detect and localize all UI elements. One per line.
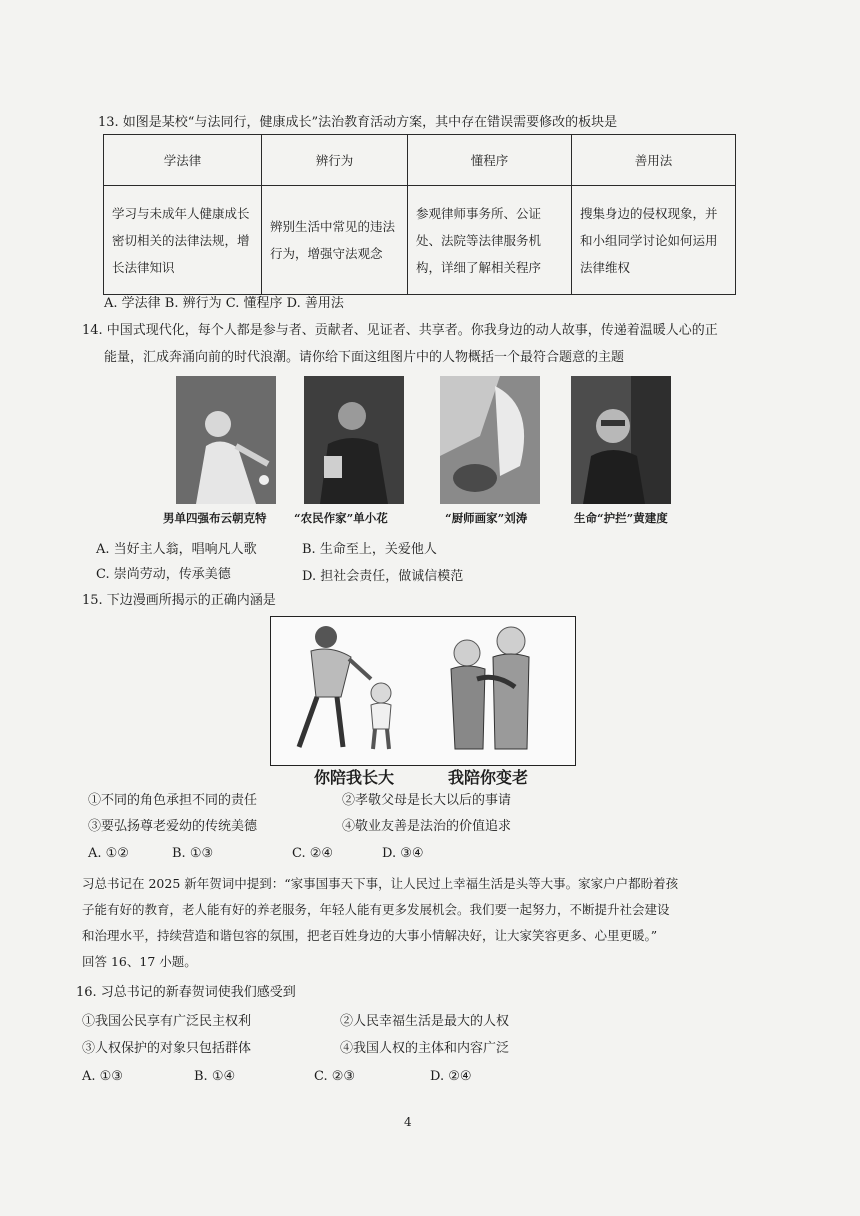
table-header-cell: 善用法 xyxy=(572,135,736,186)
q15-statement-3: ③要弘扬尊老爱幼的传统美德 xyxy=(88,819,258,834)
q16-option-c: C. ②③ xyxy=(314,1069,356,1084)
q16-statement-1: ①我国公民享有广泛民主权利 xyxy=(82,1014,252,1029)
cartoon-caption-left: 你陪我长大 xyxy=(314,768,395,787)
photo-athlete xyxy=(176,376,276,504)
table-header-cell: 学法律 xyxy=(104,135,262,186)
q13-options: A. 学法律 B. 辨行为 C. 懂程序 D. 善用法 xyxy=(104,296,344,311)
photo-caption: “农民作家”单小花 xyxy=(294,511,388,525)
q16-statement-3: ③人权保护的对象只包括群体 xyxy=(82,1041,252,1056)
photo-caption: 男单四强布云朝克特 xyxy=(163,511,267,525)
q14-stem-line1: 14. 中国式现代化，每个人都是参与者、贡献者、见证者、共享者。你我身边的动人故事，传递着温暖人心的正 xyxy=(82,323,718,338)
q15-statement-4: ④敬业友善是法治的价值追求 xyxy=(342,819,512,834)
q15-option-c: C. ②④ xyxy=(292,846,334,861)
table-cell: 辨别生活中常见的违法行为，增强守法观念 xyxy=(262,186,408,295)
q14-option-d: D. 担社会责任，做诚信模范 xyxy=(302,569,464,584)
table-header-row xyxy=(104,135,736,186)
table-row xyxy=(104,186,736,295)
q15-statement-1: ①不同的角色承担不同的责任 xyxy=(88,793,258,808)
q14-stem-line2: 能量，汇成奔涌向前的时代浪潮。请你给下面这组图片中的人物概括一个最符合题意的主题 xyxy=(104,350,625,365)
cartoon-caption-right: 我陪你变老 xyxy=(448,768,529,787)
q15-option-a: A. ①② xyxy=(88,846,129,861)
activity-plan-table xyxy=(103,134,736,295)
q16-option-b: B. ①④ xyxy=(194,1069,236,1084)
photo-caption: “厨师画家”刘涛 xyxy=(445,511,528,525)
q15-statement-2: ②孝敬父母是长大以后的事请 xyxy=(342,793,512,808)
page-number: 4 xyxy=(404,1115,412,1129)
table-cell: 搜集身边的侵权现象，并和小组同学讨论如何运用法律维权 xyxy=(572,186,736,295)
q14-option-a: A. 当好主人翁，唱响凡人歌 xyxy=(96,542,257,557)
q15-option-d: D. ③④ xyxy=(382,846,424,861)
q14-option-b: B. 生命至上，关爱他人 xyxy=(302,542,437,557)
q16-statement-2: ②人民幸福生活是最大的人权 xyxy=(340,1014,510,1029)
q15-stem: 15. 下边漫画所揭示的正确内涵是 xyxy=(82,593,276,608)
photo-farmer-writer xyxy=(304,376,404,504)
q13-stem: 13. 如图是某校“与法同行，健康成长”法治教育活动方案，其中存在错误需要修改的板块是 xyxy=(98,115,618,130)
q15-option-b: B. ①③ xyxy=(172,846,214,861)
table-cell: 参观律师事务所、公证处、法院等法律服务机构，详细了解相关程序 xyxy=(408,186,572,295)
photo-life-guardian xyxy=(571,376,671,504)
q14-option-c: C. 崇尚劳动，传承美德 xyxy=(96,567,231,582)
q16-stem: 16. 习总书记的新春贺词使我们感受到 xyxy=(76,985,296,1000)
material-line: 习总书记在 2025 新年贺词中提到：“家事国事天下事，让人民过上幸福生活是头等大事。家家户户都盼着孩 xyxy=(82,876,679,891)
photo-caption: 生命“护拦”黄建度 xyxy=(574,511,668,525)
material-line: 和治理水平，持续营造和谐包容的氛围，把老百姓身边的大事小情解决好，让大家笑容更多、心里更暖。” xyxy=(82,928,658,943)
q16-statement-4: ④我国人权的主体和内容广泛 xyxy=(340,1041,510,1056)
q16-option-a: A. ①③ xyxy=(82,1069,123,1084)
table-header-cell: 辨行为 xyxy=(262,135,408,186)
material-line: 子能有好的教育，老人能有好的养老服务，年轻人能有更多发展机会。我们要一起努力，不断提升社会建设 xyxy=(82,902,670,917)
table-cell: 学习与未成年人健康成长密切相关的法律法规，增长法律知识 xyxy=(104,186,262,295)
cartoon-illustration xyxy=(270,616,576,766)
q16-option-d: D. ②④ xyxy=(430,1069,472,1084)
photo-chef-painter xyxy=(440,376,540,504)
table-header-cell: 懂程序 xyxy=(408,135,572,186)
material-line: 回答 16、17 小题。 xyxy=(82,954,197,969)
